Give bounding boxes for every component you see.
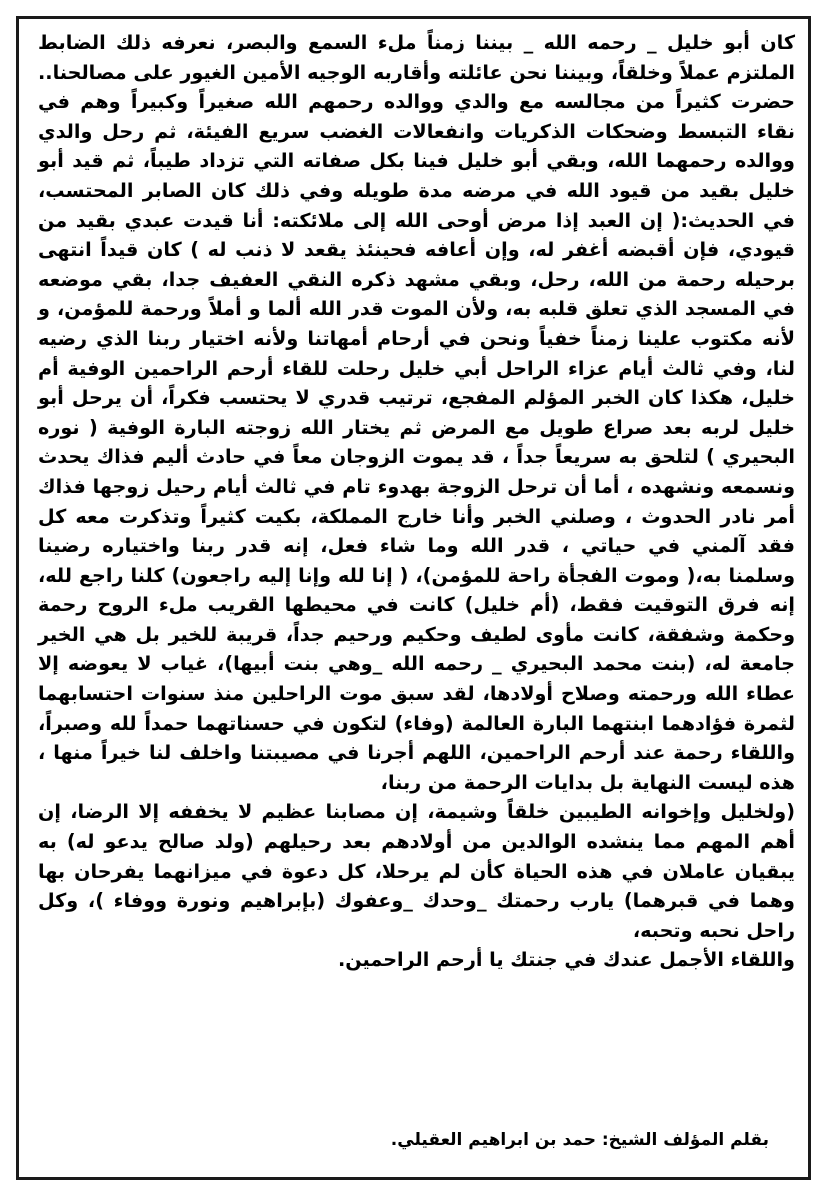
author-signature-line: بقلم المؤلف الشيخ: حمد بن ابراهيم العقيلي.: [390, 1130, 769, 1150]
article-paragraph-dua: (ولخليل وإخوانه الطيبين خلقاً وشيمة، إن مصابنا عظيم لا يخففه إلا الرضا، إن أهم المهم مما ينشده الوالدين من أولادهم بعد رحيلهم (ولد صالح يدعو له) به يبقيان عاملان في هذه الحياة كأن لم يرحلا، كل دعوة في ميزانهما يفرحان بها وهما في قبرهما) يارب رحمتك _وحدك _وعفوك (بإبراهيم ونورة ووفاء )، وكل راحل نحبه وتحبه،: [38, 800, 795, 942]
article-paragraph-main: كان أبو خليل _ رحمه الله _ بيننا زمناً ملء السمع والبصر، نعرفه ذلك الضابط الملتزم عملاً وخلقاً، وبيننا نحن عائلته وأقاربه الوجيه الأمين الغيور على مصالحنا.. حضرت كثيراً من مجالسه مع والدي ووالده رحمهم الله صغيراً وكبيراً وهم في نقاء التبسط وضحكات الذكريات وانفعالات الغضب سريع الفيئة، ثم رحل والدي ووالده رحمهما الله، وبقي أبو خليل فينا بكل صفاته التي تزداد طيباً، ثم قيد أبو خليل بقيد من قيود الله في مرضه مدة طويله وفي ذلك كان الصابر المحتسب، في الحديث:( إن العبد إذا مرض أوحى الله إلى ملائكته: أنا قيدت عبدي بقيد من قيودي، فإن أقبضه أغفر له، وإن أعافه فحينئذ يقعد لا ذنب له ) كان قيداً انتهى برحيله رحمة من الله، رحل، وبقي مشهد ذكره النقي العفيف جدا، بقي موضعه في المسجد الذي تعلق قلبه به، ولأن الموت قدر الله ألما و أملاً ورحمة للمؤمن، و لأنه مكتوب علينا زمناً خفياً ونحن في أرحام أمهاتنا ولأنه اختيار ربنا الذي رضيه لنا، وفي ثالث أيام عزاء الراحل أبي خليل رحلت للقاء أرحم الراحمين الوفية أم خليل، هكذا كان الخبر المؤلم المفجع، ترتيب قدري لا يحتسب فكراً، أن يرحل أبو خليل لربه بعد صراع طويل مع المرض ثم يختار الله زوجته البارة الوفية ( نوره البحيري ) لتلحق به سريعاً جداً ، قد يموت الزوجان معاً في حادث أليم فذاك يحدث ونسمعه ونشهده ، أما أن ترحل الزوجة بهدوء تام في ثالث أيام رحيل زوجها فذاك أمر نادر الحدوث ، وصلني الخبر وأنا خارج المملكة، بكيت كثيراً وتذكرت معه كل فقد آلمني في حياتي ، قدر الله وما شاء فعل، إنه قدر ربنا واختياره رضينا وسلمنا به،( وموت الفجأة راحة للمؤمن)، ( إنا لله وإنا إليه راجعون) كلنا راجع لله، إنه فرق التوقيت فقط، (أم خليل) كانت في محيطها القريب ملء الروح رحمة وحكمة وشفقة، كانت مأوى لطيف وحكيم ورحيم جداً، قريبة للخير بل هي الخير جامعة له، (بنت محمد البحيري _ رحمه الله _وهي بنت أبيها)، غياب لا يعوضه إلا عطاء الله ورحمته وصلاح أولادها، لقد سبق موت الراحلين منذ سنوات احتسابهما لثمرة فؤادهما ابنتهما البارة العالمة (وفاء) لتكون في حسناتهما حمداً لله وصبراً، واللقاء رحمة عند أرحم الراحمين، اللهم أجرنا في مصيبتنا واخلف لنا خيراً منها ، هذه ليست النهاية بل بدايات الرحمة من ربنا،: [38, 31, 795, 794]
article-body: [38, 28, 795, 975]
article-paragraph-closing: واللقاء الأجمل عندك في جنتك يا أرحم الراحمين.: [337, 948, 795, 972]
